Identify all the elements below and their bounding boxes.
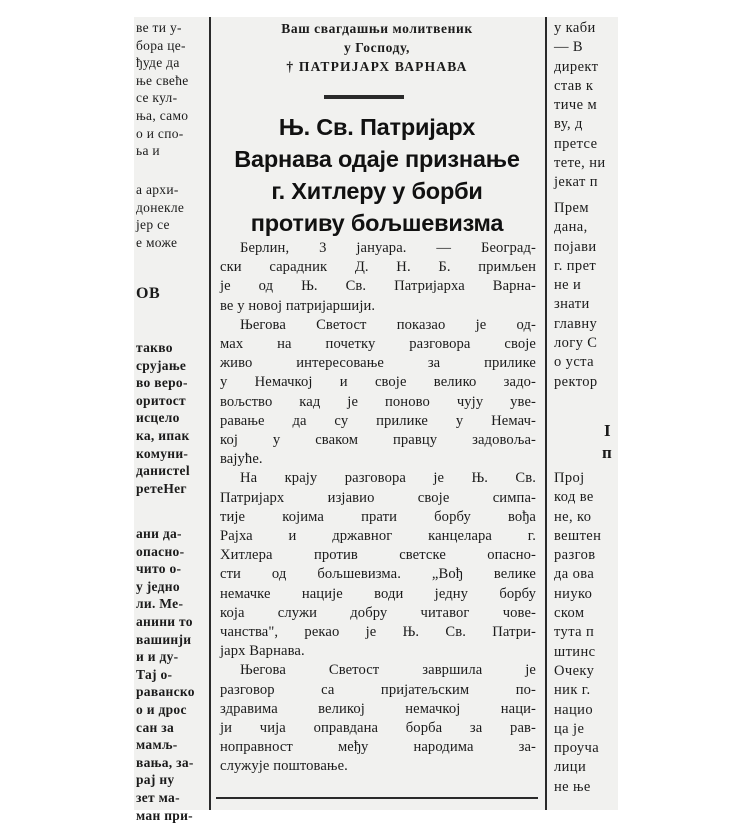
left-text-block-b bbox=[136, 181, 184, 251]
quote-line: у Господу, bbox=[214, 38, 540, 57]
right-line: ца је bbox=[554, 720, 601, 739]
right-line: о уста bbox=[554, 353, 598, 372]
column-rule-right bbox=[545, 17, 547, 810]
left-line: ње свеће bbox=[136, 72, 189, 90]
right-line: не ње bbox=[554, 778, 601, 797]
right-line: штинс bbox=[554, 643, 601, 662]
right-line: знати bbox=[554, 295, 598, 314]
right-line: разгов bbox=[554, 546, 601, 565]
left-line: и и ду- bbox=[136, 648, 195, 666]
right-line: ском bbox=[554, 604, 601, 623]
right-line: тиче м bbox=[554, 96, 606, 115]
right-text-block-c bbox=[554, 469, 601, 797]
left-line: рај ну bbox=[136, 771, 195, 789]
right-line: јекат п bbox=[554, 173, 606, 192]
right-line: Прој bbox=[554, 469, 601, 488]
left-line: у једно bbox=[136, 578, 195, 596]
right-text-block-b bbox=[554, 199, 598, 392]
right-line: лици bbox=[554, 758, 601, 777]
center-article bbox=[214, 17, 540, 810]
article-body bbox=[220, 239, 536, 777]
left-line: комуни- bbox=[136, 445, 190, 463]
left-line: анини то bbox=[136, 613, 195, 631]
left-line: раванско bbox=[136, 683, 195, 701]
right-line: — В bbox=[554, 38, 606, 57]
left-line: вања, за- bbox=[136, 754, 195, 772]
left-line: чито о- bbox=[136, 560, 195, 578]
headline-line: Варнава одаје признање bbox=[214, 143, 540, 175]
left-line: сруjање bbox=[136, 357, 190, 375]
body-line: чанства", рекао је Њ. Св. Патри- bbox=[220, 623, 536, 642]
headline-line: Њ. Св. Патријарх bbox=[214, 111, 540, 143]
left-line: ретеНег bbox=[136, 480, 190, 498]
right-line: нацио bbox=[554, 701, 601, 720]
right-line: Очеку bbox=[554, 662, 601, 681]
left-line: зет ма- bbox=[136, 789, 195, 807]
body-line: јарх Варнава. bbox=[220, 642, 536, 661]
left-line: ли. Ме- bbox=[136, 595, 195, 613]
right-line: не и bbox=[554, 276, 598, 295]
right-line: не, ко bbox=[554, 508, 601, 527]
right-heading: I bbox=[604, 421, 611, 440]
right-line: дана, bbox=[554, 218, 598, 237]
left-line: ња, само bbox=[136, 107, 189, 125]
body-line: На крају разговора је Њ. Св. bbox=[220, 469, 536, 488]
body-line: живо интересовање за прилике bbox=[220, 354, 536, 373]
body-line: вајуће. bbox=[220, 450, 536, 469]
left-line: донекле bbox=[136, 199, 184, 217]
body-line: немачке нације води једну борбу bbox=[220, 585, 536, 604]
right-line: ниуко bbox=[554, 585, 601, 604]
body-line: Рајха и државног канцелара г. bbox=[220, 527, 536, 546]
body-line: тије којима прати борбу вођа bbox=[220, 508, 536, 527]
left-heading: ОВ bbox=[136, 285, 160, 303]
right-line: г. прет bbox=[554, 257, 598, 276]
right-column bbox=[552, 17, 618, 810]
left-line: а архи- bbox=[136, 181, 184, 199]
left-line: се кул- bbox=[136, 89, 189, 107]
quote-signature: † ПАТРИЈАРХ ВАРНАВА bbox=[214, 57, 540, 76]
body-line: у Немачкој и своје велико задо- bbox=[220, 373, 536, 392]
left-line: ђуде да bbox=[136, 54, 189, 72]
body-line: здравима великој немачкој наци- bbox=[220, 700, 536, 719]
right-line: тута п bbox=[554, 623, 601, 642]
right-line: ректор bbox=[554, 373, 598, 392]
body-line: сти од бољшевизма. „Вођ велике bbox=[220, 565, 536, 584]
left-line: е може bbox=[136, 234, 184, 252]
headline-line: г. Хитлеру у борби bbox=[214, 175, 540, 207]
right-line: Прем bbox=[554, 199, 598, 218]
body-line: Његова Светост показао је од- bbox=[220, 316, 536, 335]
left-line: о и дрос bbox=[136, 701, 195, 719]
right-line: појави bbox=[554, 238, 598, 257]
left-column bbox=[134, 17, 206, 810]
left-line: во веро- bbox=[136, 374, 190, 392]
left-line: вашинjи bbox=[136, 631, 195, 649]
newspaper-clipping bbox=[134, 17, 618, 810]
right-line: став к bbox=[554, 77, 606, 96]
left-line: такво bbox=[136, 339, 190, 357]
body-line: равање да су прилике у Немач- bbox=[220, 412, 536, 431]
body-line: Хитлера против светске опасно- bbox=[220, 546, 536, 565]
right-line: проуча bbox=[554, 739, 601, 758]
left-line: исцело bbox=[136, 409, 190, 427]
bottom-rule bbox=[216, 797, 538, 799]
left-line: ман при- bbox=[136, 807, 195, 824]
left-line: данистеl bbox=[136, 462, 190, 480]
left-line: мамљ- bbox=[136, 736, 195, 754]
body-line: ве у новој патријаршији. bbox=[220, 297, 536, 316]
body-line: Патријарх изјавио своје симпа- bbox=[220, 489, 536, 508]
left-line: ка, ипак bbox=[136, 427, 190, 445]
signature-quote bbox=[214, 19, 540, 76]
right-line: логу С bbox=[554, 334, 598, 353]
body-line: мах на почетку разговора своје bbox=[220, 335, 536, 354]
body-line: ноправност међу народима за- bbox=[220, 738, 536, 757]
left-line: о и спо- bbox=[136, 125, 189, 143]
right-line: да ова bbox=[554, 565, 601, 584]
article-headline bbox=[214, 111, 540, 239]
body-line: Берлин, 3 јануара. — Београд- bbox=[220, 239, 536, 258]
right-line: претсе bbox=[554, 135, 606, 154]
body-line: служује поштовање. bbox=[220, 757, 536, 776]
left-line: опасно- bbox=[136, 543, 195, 561]
right-line: у каби bbox=[554, 19, 606, 38]
left-line: сан за bbox=[136, 719, 195, 737]
left-text-block-d bbox=[136, 525, 195, 824]
right-line: вештен bbox=[554, 527, 601, 546]
left-line: ьа и bbox=[136, 142, 189, 160]
right-line: тете, ни bbox=[554, 154, 606, 173]
right-subheading: п bbox=[602, 443, 612, 462]
headline-line: противу бољшевизма bbox=[214, 207, 540, 239]
left-line: Тај о- bbox=[136, 666, 195, 684]
left-line: ве ти у- bbox=[136, 19, 189, 37]
body-line: ски сарадник Д. Н. Б. примљен bbox=[220, 258, 536, 277]
quote-line: Ваш свагдашњи молитвеник bbox=[214, 19, 540, 38]
left-line: бора це- bbox=[136, 37, 189, 55]
left-text-block-c bbox=[136, 339, 190, 497]
left-text-block-a bbox=[136, 19, 189, 160]
left-line: јер се bbox=[136, 216, 184, 234]
right-line: ву, д bbox=[554, 115, 606, 134]
right-text-block-a bbox=[554, 19, 606, 193]
left-line: оритост bbox=[136, 392, 190, 410]
body-line: кој у сваком правцу задовоља- bbox=[220, 431, 536, 450]
divider-bar bbox=[324, 95, 404, 99]
left-line: ани да- bbox=[136, 525, 195, 543]
column-rule-left bbox=[209, 17, 211, 810]
right-line: директ bbox=[554, 58, 606, 77]
right-line: ник г. bbox=[554, 681, 601, 700]
body-line: ји чија оправдана борба за рав- bbox=[220, 719, 536, 738]
body-line: разговор са пријатељским по- bbox=[220, 681, 536, 700]
body-line: је од Њ. Св. Патријарха Варна- bbox=[220, 277, 536, 296]
body-line: вољство кад је поново чују уве- bbox=[220, 393, 536, 412]
right-line: код ве bbox=[554, 488, 601, 507]
body-line: која служи добру читавог чове- bbox=[220, 604, 536, 623]
body-line: Његова Светост завршила је bbox=[220, 661, 536, 680]
right-line: главну bbox=[554, 315, 598, 334]
